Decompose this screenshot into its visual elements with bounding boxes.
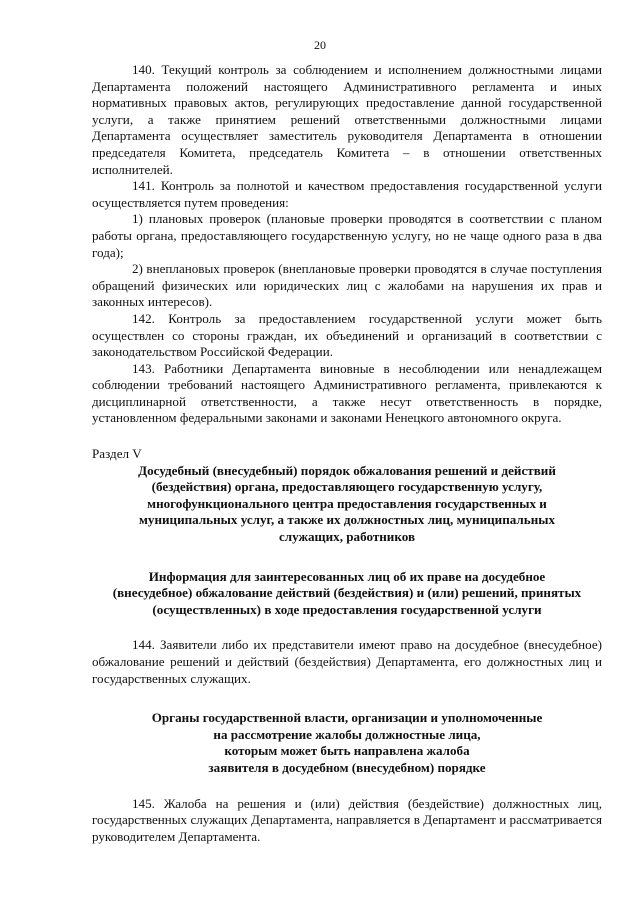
paragraph-141: 141. Контроль за полнотой и качеством предоставления государственной услуги осуществляется путем проведения: <box>92 178 602 210</box>
subheading-line: (внесудебное) обжалование действий (бездействия) и (или) решений, принятых <box>112 585 582 601</box>
subheading-authorities <box>92 710 602 776</box>
section-label: Раздел V <box>92 446 142 462</box>
subheading-line: которым может быть направлена жалоба <box>224 743 470 759</box>
page-number: 20 <box>314 38 326 52</box>
subheading-appeal-rights <box>92 569 602 619</box>
subheading-line: на рассмотрение жалобы должностные лица, <box>213 726 481 742</box>
section-title-line: многофункционального центра предоставления государственных и <box>147 495 547 511</box>
paragraph-144: 144. Заявители либо их представители имеют право на досудебное (внесудебное) обжалование решений и действий (бездействия) Департамента, его должностных лиц и государственных служащих. <box>92 637 602 686</box>
subheading-line: Органы государственной власти, организации и уполномоченные <box>151 710 543 726</box>
section-title <box>92 463 602 546</box>
section-title-line: Досудебный (внесудебный) порядок обжалования решений и действий <box>138 462 556 478</box>
document-body <box>92 62 602 845</box>
section-title-line: (бездействия) органа, предоставляющего государственную услугу, <box>151 479 543 495</box>
section-title-line: служащих, работников <box>278 529 416 545</box>
subheading-line: заявителя в досудебном (внесудебном) порядке <box>208 759 486 775</box>
paragraph-141-item-2: 2) внеплановых проверок (внеплановые проверки проводятся в случае поступления обращений физических или юридических лиц с жалобами на нарушения их прав и законных интересов). <box>92 261 602 310</box>
paragraph-142: 142. Контроль за предоставлением государственной услуги может быть осуществлен со стороны граждан, их объединений и организаций в соответствии с законодательством Российской Федерации. <box>92 310 602 360</box>
subheading-line: (осуществленных) в ходе предоставления государственной услуги <box>152 601 542 617</box>
paragraph-141-item-1: 1) плановых проверок (плановые проверки проводятся в соответствии с планом работы органа, предоставляющего государственную услугу, но не чаще одного раза в два года); <box>92 211 602 260</box>
paragraph-145: 145. Жалоба на решения и (или) действия (бездействие) должностных лиц, государственных служащих Департамента, направляется в Департамент и рассматривается руководителем Департамента. <box>92 795 602 844</box>
subheading-line: Информация для заинтересованных лиц об их праве на досудебное <box>148 568 546 584</box>
section-title-line: муниципальных услуг, а также их должностных лиц, муниципальных <box>138 512 556 528</box>
paragraph-140: 140. Текущий контроль за соблюдением и исполнением должностными лицами Департамента положений настоящего Административного регламента и иных нормативных правовых актов, регулирующих предоставление данной государственной услуги, а также принятием решений ответственными должностными лицами Департамента осуществляет заместитель руководителя Департамента в отношении председателя Комитета, председатель Комитета – в отношении ответственных исполнителей. <box>92 62 602 177</box>
paragraph-143: 143. Работники Департамента виновные в несоблюдении или ненадлежащем соблюдении требований настоящего Административного регламента, привлекаются к дисциплинарной ответственности, а также несут ответственность в порядке, установленном федеральными законами и законами Ненецкого автономного округа. <box>92 360 602 426</box>
